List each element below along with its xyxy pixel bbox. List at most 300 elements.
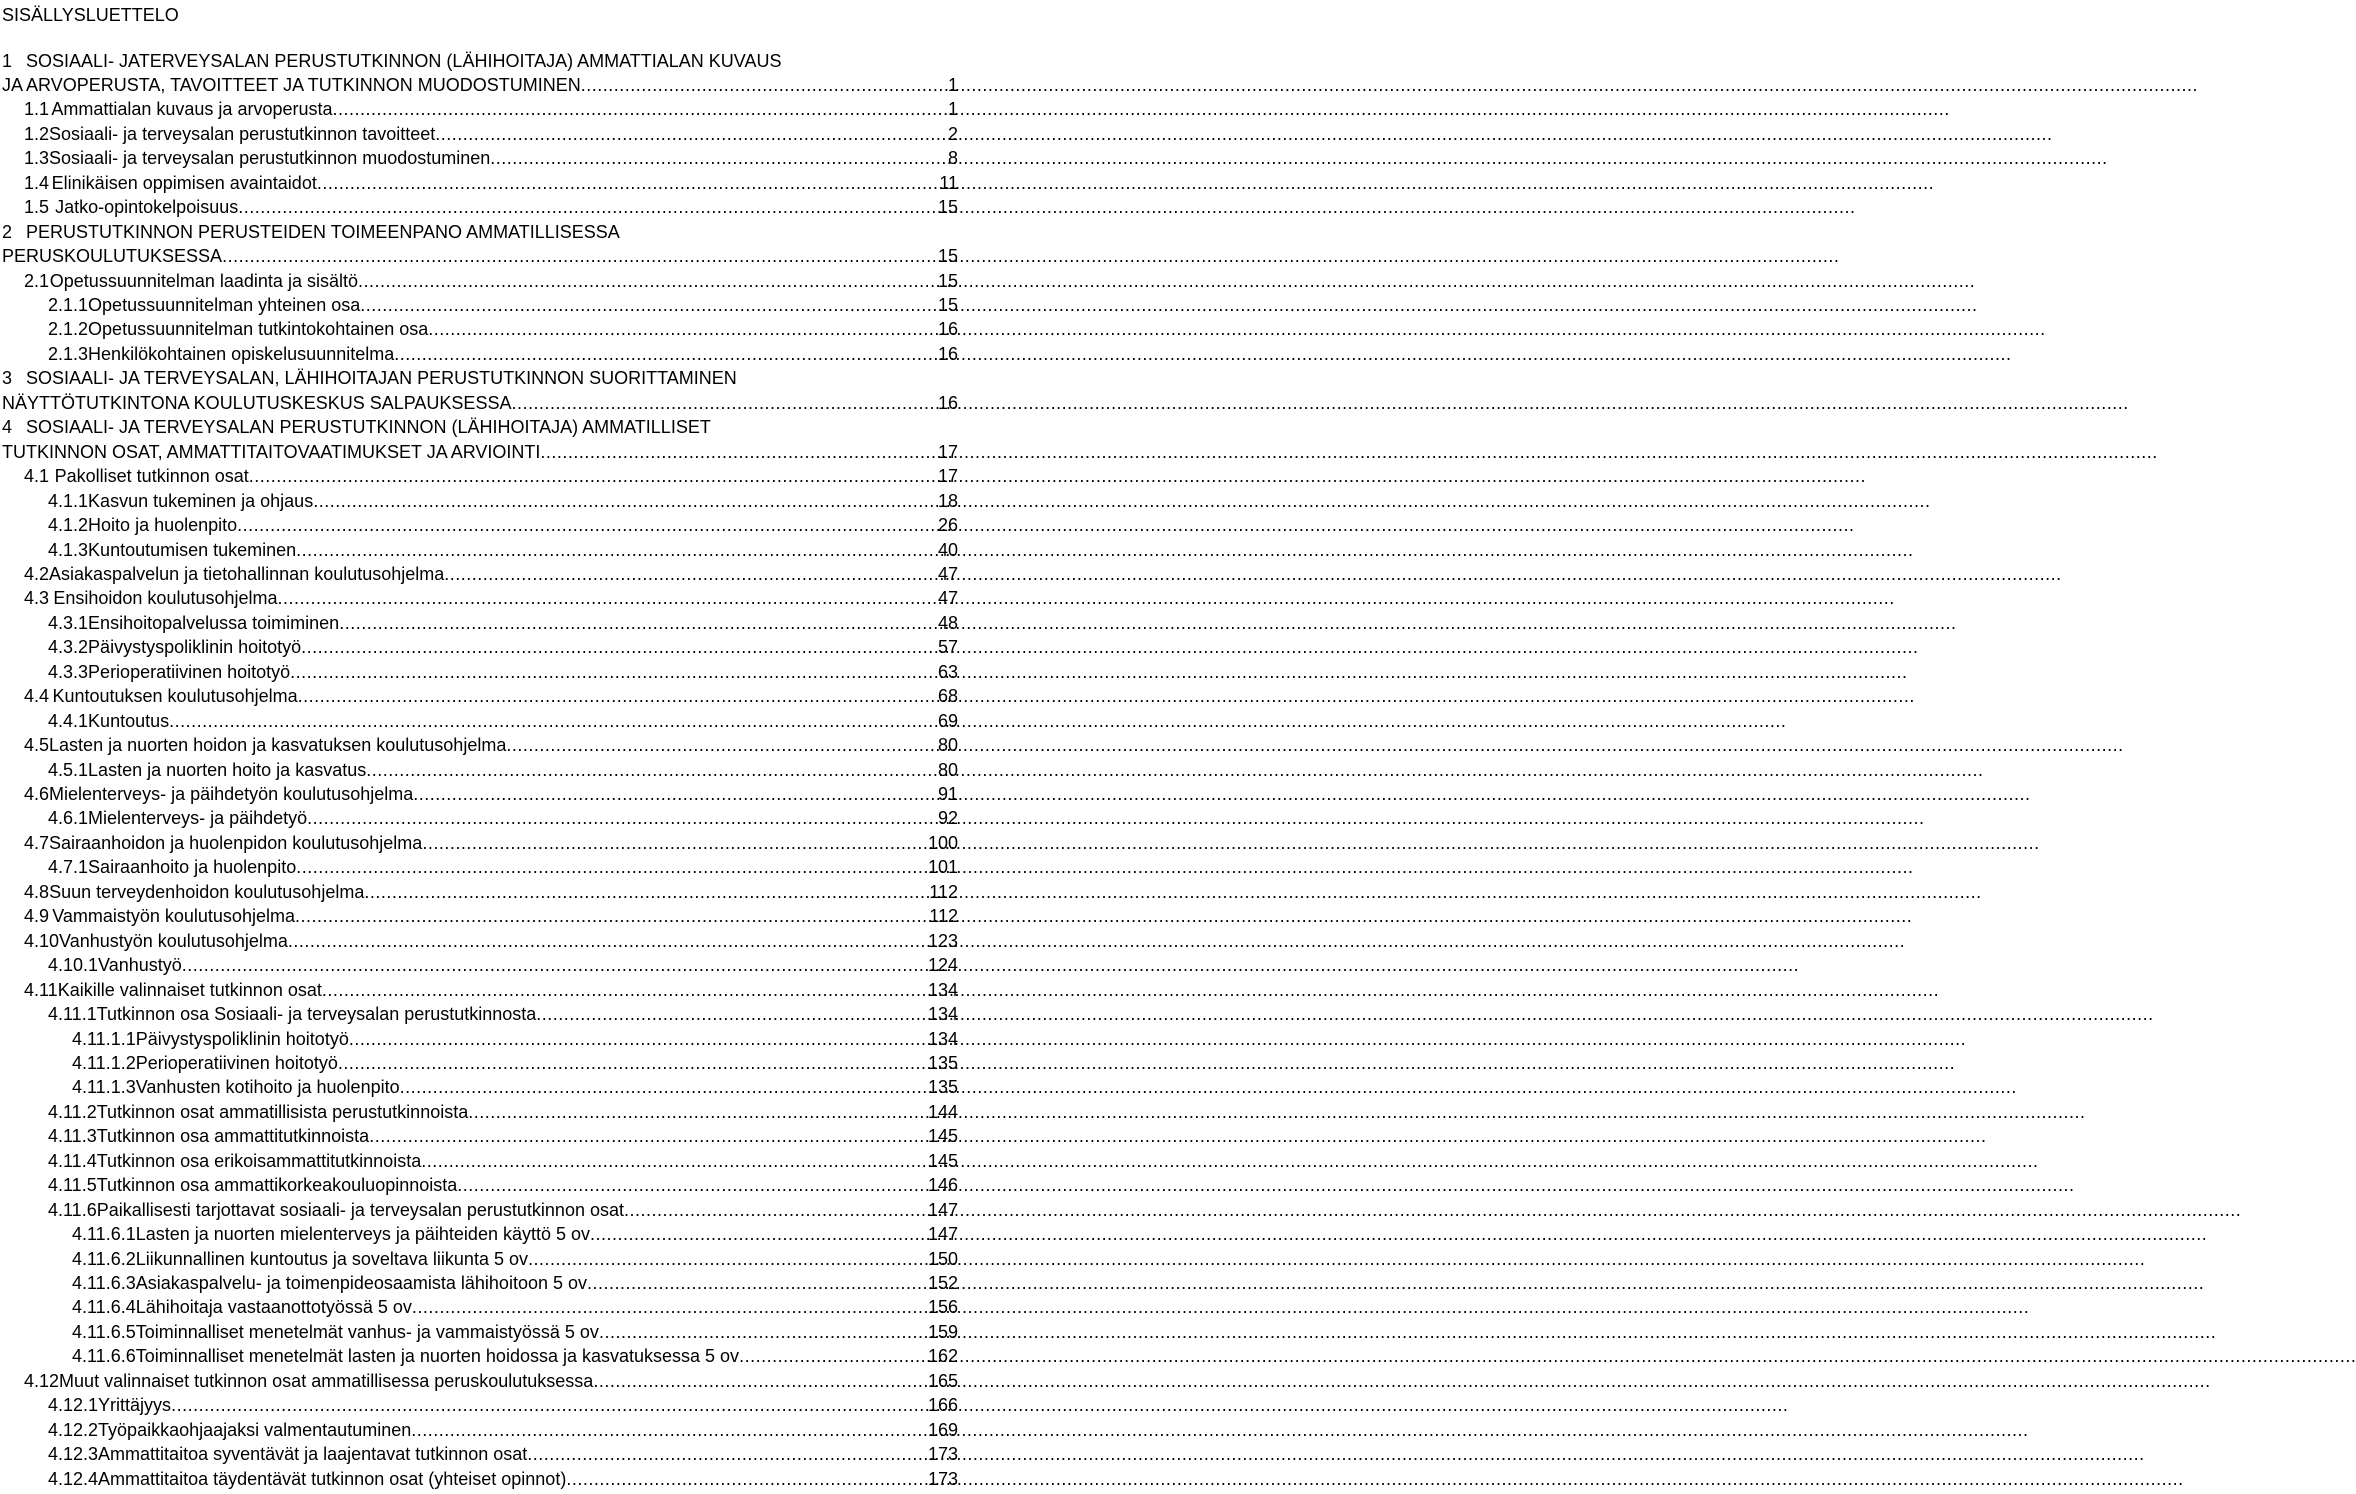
toc-page-number: 8	[947, 148, 958, 169]
toc-entry-line	[48, 317, 958, 341]
toc-entry	[48, 317, 958, 341]
toc-entry	[48, 758, 958, 782]
toc-entry	[48, 660, 958, 684]
toc-page-number: 145	[927, 1150, 958, 1171]
page-title: SISÄLLYSLUETTELO	[2, 5, 179, 25]
toc-entry-number: 4.11	[24, 979, 58, 1000]
toc-entry	[48, 1418, 958, 1442]
toc-entry	[48, 513, 958, 537]
toc-entry-title: SOSIAALI- JA TERVEYSALAN, LÄHIHOITAJAN PERUSTUTKINNON SUORITTAMINEN	[26, 368, 737, 389]
toc-entry-number: 1.5	[24, 197, 50, 218]
toc-entry	[48, 806, 958, 830]
toc-entry-line	[48, 1467, 958, 1491]
toc-entry-number: 2	[2, 221, 13, 242]
toc-entry-title: SOSIAALI- JATERVEYSALAN PERUSTUTKINNON (LÄHIHOITAJA) AMMATTIALAN KUVAUS	[26, 50, 782, 71]
toc-page-number: 16	[937, 319, 958, 340]
toc-entry-line	[2, 220, 958, 244]
toc-entry-title: Sosiaali- ja terveysalan perustutkinnon muodostuminen	[49, 148, 491, 169]
toc-entry-number: 4.11.6.6	[72, 1346, 136, 1367]
dot-leader	[366, 758, 937, 782]
toc-entry	[24, 586, 958, 610]
toc-page-number: 48	[937, 612, 958, 633]
toc-page-number: 47	[937, 563, 958, 584]
toc-entry	[48, 953, 958, 977]
toc-entry-title: Kuntoutus	[88, 710, 170, 731]
toc-entry-title: Suun terveydenhoidon koulutusohjelma	[49, 881, 365, 902]
toc-page-number: 162	[927, 1346, 958, 1367]
toc-entry-title: Kuntoutumisen tukeminen	[88, 539, 297, 560]
dot-leader	[581, 73, 947, 97]
toc-entry-number: 4.11.5	[48, 1175, 97, 1196]
toc-entry-number: 4.5.1	[48, 759, 89, 780]
toc-entry-title: Kaikille valinnaiset tutkinnon osat	[57, 979, 322, 1000]
toc-entry	[48, 855, 958, 879]
dot-leader	[394, 342, 937, 366]
toc-entry-number: 4.7	[24, 832, 50, 853]
dot-leader	[412, 1295, 927, 1319]
toc-entry-title: Opetussuunnitelman tutkintokohtainen osa	[88, 319, 429, 340]
toc-entry-title: Elinikäisen oppimisen avaintaidot	[51, 172, 317, 193]
toc-entry-line	[48, 489, 958, 513]
dot-leader	[739, 1344, 927, 1368]
dot-leader	[624, 1198, 927, 1222]
toc-page-number: 134	[927, 1004, 958, 1025]
toc-entry-number: 4.9	[24, 906, 50, 927]
toc-entry-number: 4.12.3	[48, 1444, 99, 1465]
toc-entry	[24, 904, 958, 928]
toc-entry-line	[2, 244, 958, 268]
toc-page-number: 15	[937, 197, 958, 218]
dot-leader	[307, 806, 937, 830]
dot-leader	[169, 709, 937, 733]
toc-page-number: 147	[927, 1199, 958, 1220]
toc-page-number: 47	[937, 588, 958, 609]
dot-leader	[413, 782, 937, 806]
toc-page-number: 16	[937, 392, 958, 413]
toc-entry-number: 4.12.1	[48, 1395, 99, 1416]
toc-entry-title: PERUSTUTKINNON PERUSTEIDEN TOIMEENPANO AMMATILLISESSA	[26, 221, 620, 242]
toc-entry-number: 4.11.2	[48, 1101, 97, 1122]
toc-entry-title: Asiakaspalvelun ja tietohallinnan koulutusohjelma	[49, 563, 445, 584]
dot-leader	[358, 269, 937, 293]
toc-entry-line	[48, 513, 958, 537]
dot-leader	[349, 1027, 927, 1051]
toc-entry	[24, 1369, 958, 1393]
toc-entry-line	[48, 1418, 958, 1442]
toc-entry-number: 4.11.6.5	[72, 1321, 136, 1342]
toc-page-number: 100	[927, 832, 958, 853]
toc-entry-line	[24, 195, 958, 219]
toc-entry-number: 4.1.1	[48, 490, 89, 511]
toc-entry-title: Yrittäjyys	[98, 1395, 172, 1416]
dot-leader	[444, 562, 937, 586]
toc-entry-line	[24, 1369, 958, 1393]
toc-entry	[24, 684, 958, 708]
toc-page-number: 68	[937, 686, 958, 707]
toc-entry-line	[72, 1247, 958, 1271]
toc-entry-title: Tutkinnon osa Sosiaali- ja terveysalan perustutkinnosta	[96, 1004, 537, 1025]
toc-entry	[48, 1124, 958, 1148]
dot-leader	[421, 1149, 927, 1173]
toc-page-number: 134	[927, 1028, 958, 1049]
toc-page-number: 101	[927, 857, 958, 878]
dot-leader	[237, 513, 937, 537]
toc-entry-line	[72, 1344, 958, 1368]
dot-leader	[333, 97, 947, 121]
toc-entry-number: 4.8	[24, 881, 50, 902]
dot-leader	[511, 391, 937, 415]
toc-entry-continuation	[2, 73, 958, 97]
toc-entry-line	[24, 929, 958, 953]
toc-entry-line	[48, 758, 958, 782]
toc-entry	[48, 611, 958, 635]
toc-entry-line	[24, 831, 958, 855]
toc-entry-title: Perioperatiivinen hoitotyö	[135, 1052, 338, 1073]
dot-leader	[249, 464, 937, 488]
toc-entry-title: Ensihoitopalvelussa toimiminen	[88, 612, 340, 633]
toc-page-number: 169	[927, 1419, 958, 1440]
toc-entry-line	[24, 464, 958, 488]
toc-page-number: 15	[937, 295, 958, 315]
toc-entry	[24, 122, 958, 146]
toc-entry-title: Ammattialan kuvaus ja arvoperusta	[51, 99, 333, 120]
toc-entry	[72, 1344, 958, 1368]
toc-entry-line	[24, 171, 958, 195]
toc-entry-title: Työpaikkaohjaajaksi valmentautuminen	[98, 1419, 412, 1440]
toc-entry-title: PERUSKOULUTUKSESSA	[2, 246, 223, 267]
toc-entry-title: Ammattitaitoa täydentävät tutkinnon osat (yhteiset opinnot)	[98, 1468, 567, 1489]
toc-page-number: 112	[929, 881, 958, 902]
toc-entry-title: NÄYTTÖTUTKINTONA KOULUTUSKESKUS SALPAUKSESSA	[2, 392, 512, 413]
toc-entry-title: Lasten ja nuorten mielenterveys ja päihteiden käyttö 5 ov	[135, 1224, 591, 1245]
toc-entry	[48, 1002, 958, 1026]
toc-page-number: 144	[927, 1101, 958, 1122]
toc-entry	[48, 1467, 958, 1491]
toc-page-number: 11	[939, 172, 958, 193]
dot-leader	[587, 1271, 927, 1295]
toc-entry-line	[48, 953, 958, 977]
toc-entry	[24, 733, 958, 757]
toc-page-number: 156	[927, 1297, 958, 1318]
toc-entry-number: 4.12	[24, 1370, 60, 1391]
toc-page-number: 135	[927, 1052, 958, 1073]
toc-entry	[24, 929, 958, 953]
toc-page-number: 63	[937, 661, 958, 682]
toc-entry	[2, 220, 958, 244]
toc-entry-number: 1.3	[24, 148, 50, 169]
toc-entry	[24, 464, 958, 488]
toc-entry-number: 4.1.2	[48, 515, 89, 536]
toc-entry-title: Jatko-opintokelpoisuus	[55, 197, 239, 218]
toc-entry-line	[72, 1027, 958, 1051]
dot-leader	[428, 317, 937, 341]
toc-entry-line	[48, 709, 958, 733]
toc-entry	[48, 1149, 958, 1173]
dot-leader	[411, 1418, 927, 1442]
dot-leader	[528, 1247, 927, 1271]
toc-entry-number: 4.11.6	[48, 1199, 97, 1220]
toc-entry-number: 4.11.6.1	[72, 1224, 136, 1245]
toc-page-number: 26	[937, 515, 958, 536]
toc-entry-line	[48, 1002, 958, 1026]
toc-entry	[48, 635, 958, 659]
toc-entry	[72, 1320, 958, 1344]
toc-entry-line	[48, 538, 958, 562]
toc-entry	[72, 1075, 958, 1099]
toc-entry	[24, 562, 958, 586]
toc-entry-line	[24, 904, 958, 928]
toc-entry-title: Henkilökohtainen opiskelusuunnitelma	[88, 343, 395, 364]
toc-entry-line	[2, 366, 958, 390]
toc-entry-number: 4.3.3	[48, 661, 89, 682]
toc-entry	[72, 1271, 958, 1295]
toc-page-number: 91	[937, 784, 958, 804]
dot-leader	[288, 929, 927, 953]
toc-entry-title: Tutkinnon osa erikoisammattitutkinnoista	[96, 1150, 422, 1171]
toc-page-number: 40	[937, 539, 958, 560]
toc-entry-number: 4.11.1.1	[72, 1028, 136, 1049]
toc-page-number: 173	[927, 1444, 958, 1465]
dot-leader	[296, 855, 927, 879]
toc-entry-number: 4.5	[24, 735, 50, 756]
toc-entry-title: Toiminnalliset menetelmät vanhus- ja vammaistyössä 5 ov	[135, 1321, 599, 1342]
toc-entry-line	[72, 1075, 958, 1099]
toc-entry-title: Lähihoitaja vastaanottotyössä 5 ov	[135, 1297, 412, 1318]
dot-leader	[278, 586, 937, 610]
toc-entry	[24, 171, 958, 195]
toc-page-number: 16	[937, 343, 958, 364]
toc-entry-number: 2.1.2	[48, 319, 89, 340]
toc-entry-number: 4.11.1	[48, 1004, 97, 1025]
toc-entry-number: 4.4.1	[48, 710, 89, 731]
toc-entry	[48, 342, 958, 366]
toc-page-number: 92	[937, 808, 958, 829]
toc-entry-line	[48, 855, 958, 879]
toc-entry-line	[48, 660, 958, 684]
toc-entry-title: Toiminnalliset menetelmät lasten ja nuorten hoidossa ja kasvatuksessa 5 ov	[135, 1346, 740, 1367]
toc-entry	[24, 831, 958, 855]
toc-entry-line	[48, 1198, 958, 1222]
toc-entry-number: 1.2	[24, 123, 50, 144]
toc-entry-title: Kasvun tukeminen ja ohjaus	[88, 490, 314, 511]
dot-leader	[566, 1467, 927, 1491]
toc-entry-line	[24, 146, 958, 170]
dot-leader	[298, 684, 937, 708]
toc-entry	[72, 1051, 958, 1075]
toc-entry-number: 4	[2, 417, 13, 438]
toc-page-number: 123	[927, 930, 958, 951]
toc-entry-number: 4.11.6.3	[72, 1273, 136, 1293]
toc-page-number: 112	[929, 906, 958, 927]
toc-entry-title: Hoito ja huolenpito	[88, 515, 238, 536]
dot-leader	[400, 1075, 927, 1099]
toc-page-number: 17	[937, 441, 958, 462]
toc-entry-number: 4.3.1	[48, 612, 89, 633]
toc-entry-line	[24, 684, 958, 708]
toc-entry-line	[24, 586, 958, 610]
toc-entry-line	[24, 562, 958, 586]
dot-leader	[490, 146, 947, 170]
dot-leader	[457, 1173, 927, 1197]
toc-entry-number: 4.6.1	[48, 808, 89, 829]
dot-leader	[590, 1222, 927, 1246]
toc-entry-line	[48, 635, 958, 659]
toc-entry	[2, 49, 958, 73]
toc-entry	[24, 97, 958, 121]
dot-leader	[364, 880, 928, 904]
toc-entry-title: Sairaanhoito ja huolenpito	[88, 857, 297, 878]
toc-entry	[48, 1100, 958, 1124]
dot-leader	[238, 195, 937, 219]
toc-entry-line	[72, 1051, 958, 1075]
toc-entry-line	[48, 1149, 958, 1173]
toc-entry-title: Vanhustyö	[98, 955, 182, 976]
toc-entry-title: Pakolliset tutkinnon osat	[54, 466, 249, 487]
toc-entry-continuation	[2, 440, 958, 464]
toc-entry	[24, 195, 958, 219]
toc-page-number: 134	[927, 979, 958, 1000]
toc-entry-line	[48, 1393, 958, 1417]
toc-entry-line	[48, 1442, 958, 1466]
toc-entry-number: 2.1	[24, 270, 50, 291]
toc-entry-number: 4.7.1	[48, 857, 89, 878]
toc-entry	[48, 1442, 958, 1466]
toc-page-number: 1	[947, 74, 958, 95]
toc-entry-line	[2, 73, 958, 97]
toc-entry	[72, 1295, 958, 1319]
toc-entry-line	[2, 415, 958, 439]
toc-entry-title: Lasten ja nuorten hoito ja kasvatus	[88, 759, 367, 780]
toc-entry-line	[24, 782, 958, 806]
toc-entry	[48, 489, 958, 513]
dot-leader	[339, 611, 937, 635]
toc-entry	[48, 538, 958, 562]
toc-entry-continuation	[2, 391, 958, 415]
toc-entry-line	[24, 122, 958, 146]
toc-entry-line	[72, 1295, 958, 1319]
toc-page-number: 152	[927, 1273, 958, 1293]
toc-entry-title: JA ARVOPERUSTA, TAVOITTEET JA TUTKINNON MUODOSTUMINEN	[2, 74, 581, 95]
toc-page-number: 15	[937, 246, 958, 267]
toc-entry-title: Kuntoutuksen koulutusohjelma	[52, 686, 298, 707]
dot-leader	[468, 1100, 927, 1124]
toc-entry	[24, 978, 958, 1002]
toc-page-number: 165	[927, 1370, 958, 1391]
toc-entry-number: 4.1.3	[48, 539, 89, 560]
toc-entry	[48, 1198, 958, 1222]
toc-page-number: 124	[927, 955, 958, 976]
toc-entry-title: Mielenterveys- ja päihdetyö	[88, 808, 308, 829]
toc-entry-title: Liikunnallinen kuntoutus ja soveltava liikunta 5 ov	[135, 1248, 528, 1269]
toc-entry-line	[48, 1173, 958, 1197]
toc-entry-number: 4.11.3	[48, 1126, 97, 1147]
toc-entry	[24, 146, 958, 170]
toc-page-number: 18	[937, 490, 958, 511]
toc-entry-title: Ensihoidon koulutusohjelma	[53, 588, 278, 609]
toc-entry-title: Muut valinnaiset tutkinnon osat ammatillisessa peruskoulutuksessa	[59, 1370, 594, 1391]
toc-entry-line	[48, 806, 958, 830]
toc-entry-number: 4.4	[24, 686, 50, 707]
toc-entry	[24, 269, 958, 293]
toc-page-number: 145	[927, 1126, 958, 1147]
dot-leader	[313, 489, 937, 513]
toc-entry	[72, 1027, 958, 1051]
toc-entry-line	[48, 611, 958, 635]
dot-leader	[171, 1393, 927, 1417]
toc-page-number: 80	[937, 735, 958, 756]
toc-entry	[48, 1393, 958, 1417]
toc-entry-line	[72, 1271, 958, 1295]
toc-entry-number: 4.11.1.3	[72, 1077, 136, 1098]
toc-entry-title: SOSIAALI- JA TERVEYSALAN PERUSTUTKINNON (LÄHIHOITAJA) AMMATILLISET	[26, 417, 711, 438]
toc-page-number: 146	[927, 1175, 958, 1196]
toc-entry-title: Opetussuunnitelman laadinta ja sisältö	[49, 270, 358, 291]
toc-entry-title: Sairaanhoidon ja huolenpidon koulutusohjelma	[49, 832, 423, 853]
toc-entry-line	[24, 978, 958, 1002]
dot-leader	[296, 538, 937, 562]
toc-entry-title: Tutkinnon osa ammattikorkeakouluopinnoista	[96, 1175, 458, 1196]
dot-leader	[435, 122, 947, 146]
toc-entry-number: 4.10	[24, 930, 60, 951]
toc-entry-line	[2, 391, 958, 415]
toc-entry-number: 1.4	[24, 172, 50, 193]
dot-leader	[536, 1002, 927, 1026]
toc-entry-number: 4.3.2	[48, 637, 89, 658]
toc-entry-line	[2, 49, 958, 73]
toc-entry-number: 4.3	[24, 588, 50, 609]
toc-page-number: 150	[927, 1248, 958, 1269]
dot-leader	[301, 635, 937, 659]
dot-leader	[182, 953, 927, 977]
toc-entry-continuation	[2, 244, 958, 268]
toc-entry-line	[72, 1320, 958, 1344]
toc-entry-number: 1.1	[24, 99, 50, 120]
toc-page-number: 173	[927, 1468, 958, 1489]
toc-entry-number: 4.11.1.2	[72, 1052, 136, 1073]
toc-entry-line	[24, 97, 958, 121]
toc-entry-line	[24, 880, 958, 904]
toc-entry-line	[48, 293, 958, 317]
toc-entry	[72, 1222, 958, 1246]
dot-leader	[422, 831, 927, 855]
toc-entry-line	[24, 269, 958, 293]
toc-entry-title: Vanhusten kotihoito ja huolenpito	[135, 1077, 400, 1098]
toc-entry-title: Perioperatiivinen hoitotyö	[88, 661, 291, 682]
toc-entry-title: Päivystyspoliklinin hoitotyö	[88, 637, 302, 658]
toc-entry-number: 4.12.4	[48, 1468, 99, 1489]
toc-entry-number: 2.1.1	[48, 295, 89, 315]
toc-entry-number: 3	[2, 368, 13, 389]
toc-entry-title: Ammattitaitoa syventävät ja laajentavat tutkinnon osat	[98, 1444, 528, 1465]
toc-entry-title: TUTKINNON OSAT, AMMATTITAITOVAATIMUKSET JA ARVIOINTI	[2, 441, 541, 462]
toc-page-number: 17	[937, 466, 958, 487]
toc-entry-title: Lasten ja nuorten hoidon ja kasvatuksen koulutusohjelma	[49, 735, 507, 756]
toc-entry-line	[72, 1222, 958, 1246]
toc-page-number: 135	[927, 1077, 958, 1098]
dot-leader	[317, 171, 938, 195]
toc-entry-number: 4.2	[24, 563, 50, 584]
dot-leader	[338, 1051, 927, 1075]
toc-entry	[48, 709, 958, 733]
toc-entry-title: Vanhustyön koulutusohjelma	[59, 930, 288, 951]
toc-entry-number: 2.1.3	[48, 343, 89, 364]
toc-entry-number: 1	[2, 50, 13, 71]
toc-entry-title: Päivystyspoliklinin hoitotyö	[135, 1028, 349, 1049]
dot-leader	[360, 293, 937, 317]
toc-page-number: 2	[947, 123, 958, 144]
toc-entry-line	[2, 440, 958, 464]
toc-page-number: 147	[927, 1224, 958, 1245]
